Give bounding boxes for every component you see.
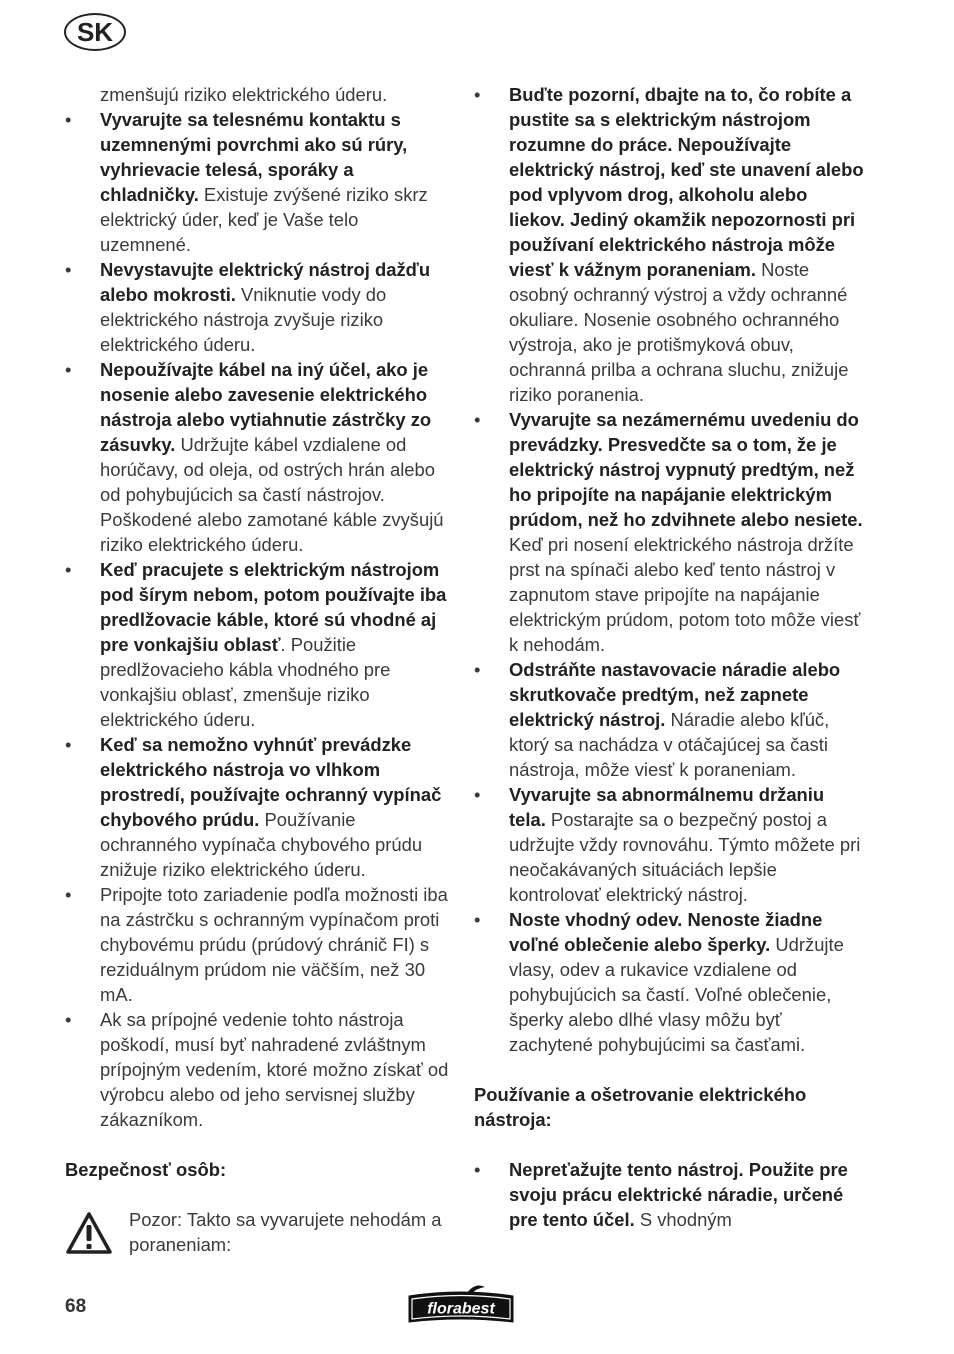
item-text: Vniknutie vody do elektrického nástroja zvyšuje riziko elektrického úderu. — [100, 284, 387, 355]
bullet: • — [65, 559, 72, 580]
item-text: Keď pri nosení elektrického nástroja držíte prst na spínači alebo keď tento nástroj v zapnutom stave pripojíte na napájanie elektrickým prúdom, potom toto môže viesť k nehodám. — [509, 534, 861, 655]
right-column — [474, 82, 864, 1232]
warning-triangle-icon — [65, 1211, 113, 1255]
item-bold-text: Vyvarujte sa telesnému kontaktu s uzemnenými povrchmi ako sú rúry, vyhrievacie telesá, sporáky a chladničky. — [100, 109, 408, 205]
item-text: Ak sa prípojné vedenie tohto nástroja poškodí, musí byť nahradené zvláštnym prípojným vedením, ktoré možno získať od výrobcu alebo od jeho servisnej služby zákazníkom. — [100, 1009, 449, 1130]
item-text: Pripojte toto zariadenie podľa možnosti iba na zástrčku s ochranným vypínačom proti chybovému prúdu (prúdový chránič FI) s reziduálnym prúdom nie väčším, než 30 mA. — [100, 884, 448, 1005]
list-item — [65, 732, 453, 882]
list-item — [474, 657, 864, 782]
section-heading: Bezpečnosť osôb: — [65, 1159, 227, 1180]
bullet: • — [65, 359, 72, 380]
item-text: Náradie alebo kľúč, ktorý sa nachádza v otáčajúcej sa časti nástroja, môže viesť k poraneniam. — [509, 709, 830, 780]
item-text: Noste osobný ochranný výstroj a vždy ochranné okuliare. Nosenie osobného ochranného výstroja, ako je protišmyková obuv, ochranná prilba a ochrana sluchu, znižuje riziko poranenia. — [509, 259, 849, 405]
bullet: • — [65, 884, 72, 905]
brand-text: florabest — [427, 1300, 495, 1318]
item-extra-text: Poškodené alebo zamotané káble zvyšujú riziko elektrického úderu. — [100, 509, 444, 555]
left-column — [65, 82, 453, 1257]
warning-text: Pozor: Takto sa vyvarujete nehodám a poraneniam: — [129, 1209, 442, 1255]
item-text: Používanie ochranného vypínača chybového prúdu znižuje riziko elektrického úderu. — [100, 809, 423, 880]
bullet: • — [65, 259, 72, 280]
bullet: • — [474, 909, 481, 930]
list-item — [65, 257, 453, 357]
item-bold-text: Keď pracujete s elektrickým nástrojom pod šírym nebom, potom používajte iba predlžovacie káble, ktoré sú vhodné aj pre vonkajšiu oblasť — [100, 559, 447, 655]
item-bold-text: Vyvarujte sa abnormálnemu držaniu tela. — [509, 784, 825, 830]
bullet: • — [474, 409, 481, 430]
item-bold-text: Odstráňte nastavovacie náradie alebo skrutkovače predtým, než zapnete elektrický nástroj. — [509, 659, 841, 730]
item-text: S vhodným — [634, 1209, 732, 1230]
bullet: • — [474, 784, 481, 805]
page-number: 68 — [65, 1296, 87, 1317]
bullet: • — [65, 109, 72, 130]
item-text: . Použitie predlžovacieho kábla vhodného pre vonkajšiu oblasť, zmenšuje riziko elektrického úderu. — [100, 634, 391, 730]
item-bold-text: Noste vhodný odev. Nenoste žiadne voľné oblečenie alebo šperky. — [509, 909, 823, 955]
item-bold-text: Nepoužívajte kábel na iný účel, ako je nosenie alebo zavesenie elektrického nástroja alebo vytiahnutie zástrčky zo zásuvky. — [100, 359, 432, 455]
item-bold-text: Keď sa nemožno vyhnúť prevádzke elektrického nástroja vo vlhkom prostredí, používajte ochranný vypínač chybového prúdu. — [100, 734, 442, 830]
list-item — [474, 407, 864, 657]
list-item — [474, 1157, 864, 1232]
warning-note — [65, 1207, 453, 1257]
bullet: • — [474, 1159, 481, 1180]
item-bold-text: Buďte pozorní, dbajte na to, čo robíte a pustite sa s elektrickým nástrojom rozumne do práce. Nepoužívajte elektrický nástroj, keď ste unavení alebo pod vplyvom drog, alkoholu alebo liekov. Jediný okamžik nepozornosti pri používaní elektrického nástroja môže viesť k vážnym poraneniam. — [509, 84, 864, 280]
language-badge: SK — [64, 13, 126, 51]
section-heading: Používanie a ošetrovanie elektrického nástroja: — [474, 1084, 807, 1130]
item-text: Udržujte vlasy, odev a rukavice vzdialene od pohybujúcich sa častí. Voľné oblečenie, šperky alebo dlhé vlasy môžu byť zachytené pohybujúcimi sa časťami. — [509, 934, 844, 1055]
florabest-logo — [405, 1284, 517, 1326]
item-bold-text: Nevystavujte elektrický nástroj dažďu alebo mokrosti. — [100, 259, 431, 305]
list-item — [474, 907, 864, 1057]
item-bold-text: Nepreťažujte tento nástroj. Použite pre svoju prácu elektrické náradie, určené pre tento účel. — [509, 1159, 848, 1230]
list-item — [474, 82, 864, 407]
list-item — [474, 782, 864, 907]
bullet: • — [474, 84, 481, 105]
item-bold-text: Vyvarujte sa nezámernému uvedeniu do prevádzky. Presvedčte sa o tom, že je elektrický nástroj vypnutý predtým, než ho pripojíte na napájanie elektrickým prúdom, než ho zdvihnete alebo nesiete. — [509, 409, 863, 530]
list-item — [65, 357, 453, 557]
item-text: Existuje zvýšené riziko skrz elektrický úder, keď je Vaše telo uzemnené. — [100, 184, 428, 255]
bullet: • — [474, 659, 481, 680]
item-text: Udržujte kábel vzdialene od horúčavy, od oleja, od ostrých hrán alebo od pohybujúcich sa častí nástrojov. — [100, 434, 435, 505]
lead-paragraph: zmenšujú riziko elektrického úderu. — [100, 84, 388, 105]
list-item — [65, 107, 453, 257]
list-item — [65, 882, 453, 1007]
bullet: • — [65, 1009, 72, 1030]
bullet: • — [65, 734, 72, 755]
item-text: Postarajte sa o bezpečný postoj a udržujte vždy rovnováhu. Týmto môžete pri neočakávaných situáciách lepšie kontrolovať elektrický nástroj. — [509, 809, 861, 905]
list-item — [65, 1007, 453, 1132]
list-item — [65, 557, 453, 732]
